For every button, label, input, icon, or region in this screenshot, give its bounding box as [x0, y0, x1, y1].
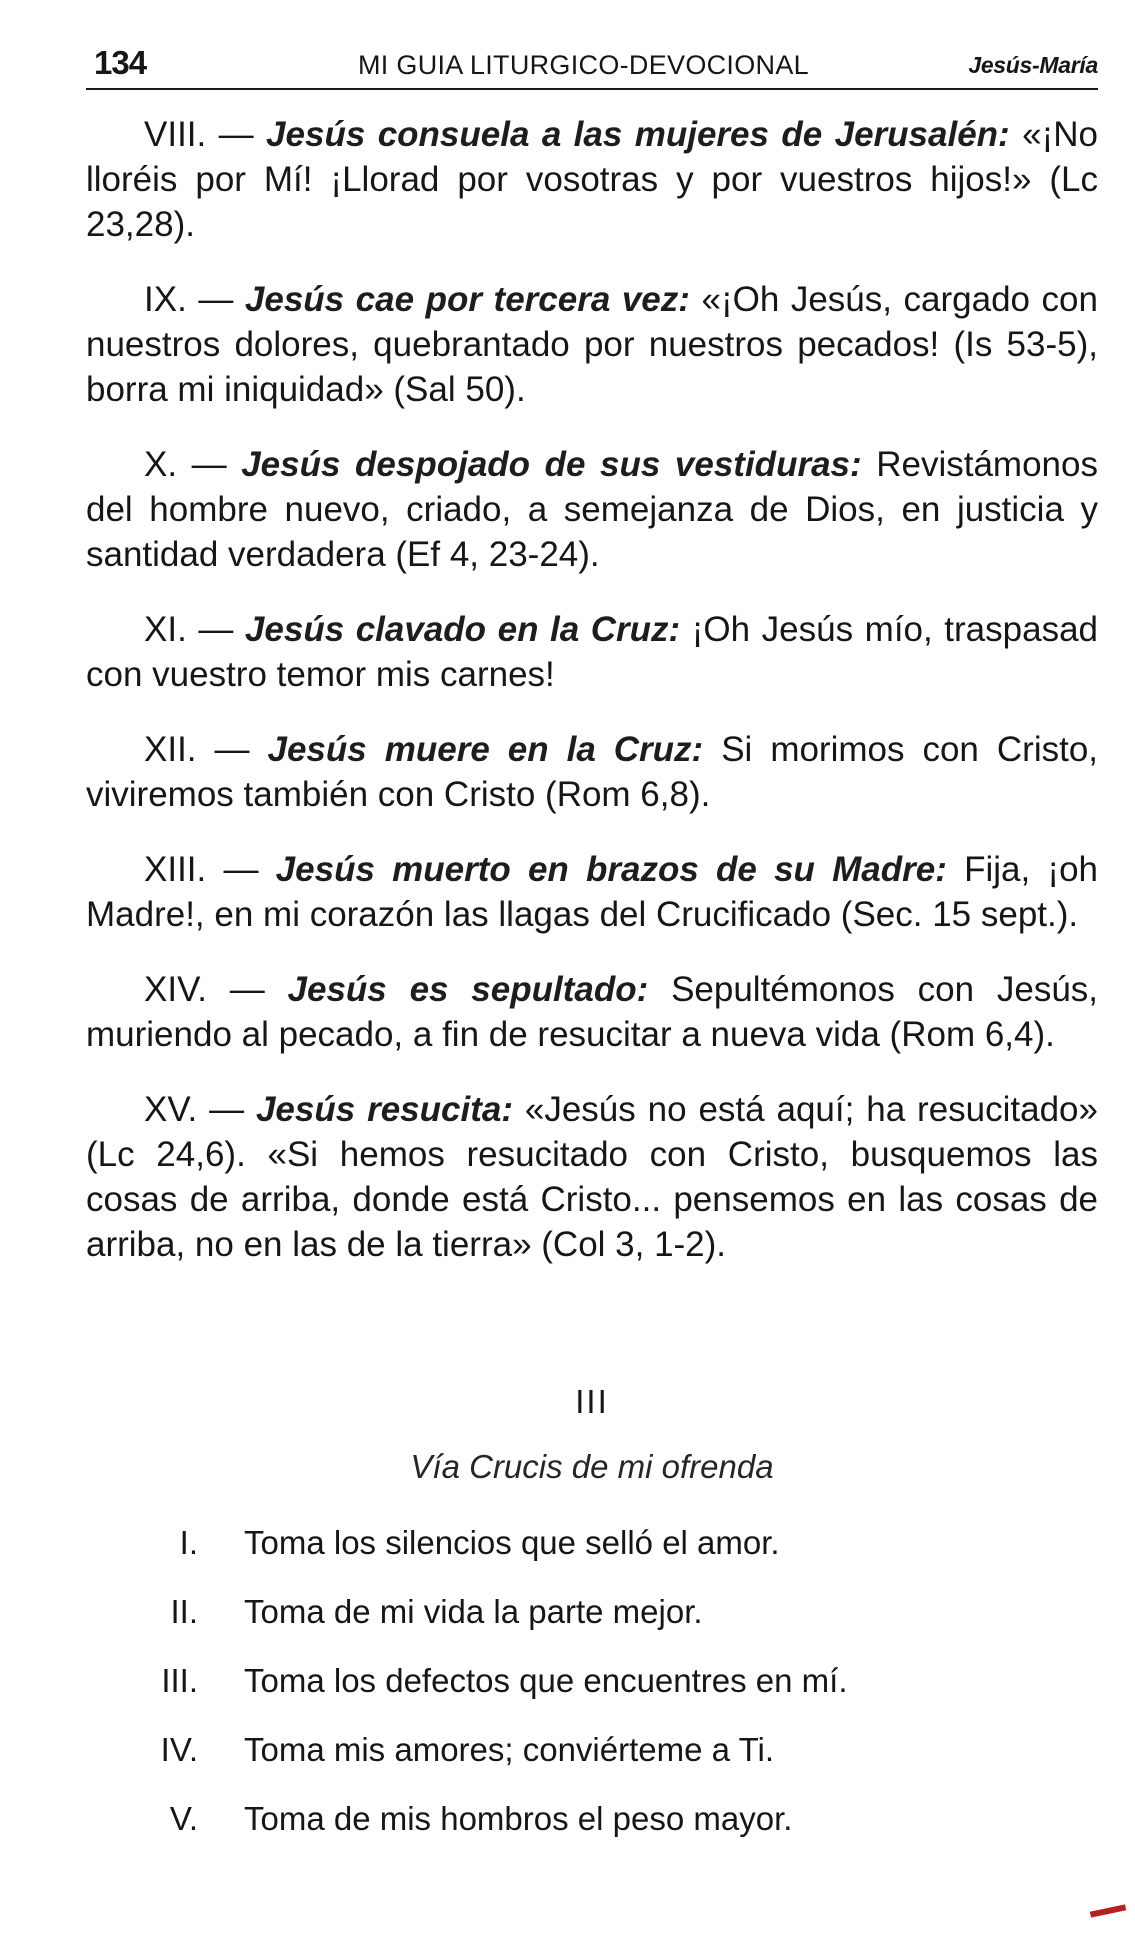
station-number: XII. — [144, 730, 268, 769]
station-title: Jesús muere en la Cruz: [267, 730, 704, 769]
offering-numeral: III. [161, 1662, 198, 1699]
station-title: Jesús consuela a las mujeres de Jerusalén: [266, 115, 1010, 154]
station-text: Sepultémonos con Jesús, muriendo al pecado, a fin de resucitar a nueva vida (Rom 6,4). [86, 970, 1099, 1054]
station-paragraph [86, 847, 1098, 937]
station-number: X. — [144, 445, 242, 484]
offering-line: Toma de mi vida la parte mejor. [244, 1593, 703, 1630]
station-title: Jesús despojado de sus vestiduras: [241, 445, 862, 484]
page-corner-mark [1090, 1904, 1126, 1917]
part-number: III [575, 1383, 609, 1420]
offering-line: Toma los defectos que encuentres en mí. [244, 1662, 848, 1699]
station-paragraph [86, 277, 1098, 412]
station-text: ¡Oh Jesús mío, traspasad con vuestro temor mis carnes! [86, 610, 1099, 694]
station-number: XV. — [144, 1090, 256, 1129]
offering-list [86, 1518, 1098, 1863]
station-paragraph [86, 607, 1098, 697]
station-text: «Jesús no está aquí; ha resucitado» (Lc 24,6). «Si hemos resucitado con Cristo, busquemos las cosas de arriba, donde está Cristo... pensemos en las cosas de arriba, no en las de la tierra» (Col 3, 1-2). [86, 1090, 1098, 1264]
part-title: Vía Crucis de mi ofrenda [410, 1448, 774, 1485]
station-text: Revistámonos del hombre nuevo, criado, a semejanza de Dios, en justicia y santidad verdadera (Ef 4, 23-24). [86, 445, 1098, 574]
section-name: Jesús-María [968, 52, 1098, 78]
station-text: Fija, ¡oh Madre!, en mi corazón las llagas del Crucificado (Sec. 15 sept.). [86, 850, 1098, 934]
station-paragraph [86, 112, 1098, 247]
offering-item [86, 1794, 1098, 1863]
station-text: «¡Oh Jesús, cargado con nuestros dolores, quebrantado por nuestros pecados! (Is 53-5), borra mi iniquidad» (Sal 50). [86, 280, 1098, 409]
offering-line: Toma de mis hombros el peso mayor. [244, 1800, 793, 1837]
station-number: XIV. — [144, 970, 288, 1009]
offering-item [86, 1518, 1098, 1587]
book-title: MI GUIA LITURGICO-DEVOCIONAL [358, 50, 809, 80]
offering-line: Toma mis amores; conviérteme a Ti. [244, 1731, 774, 1768]
station-title: Jesús cae por tercera vez: [244, 280, 690, 319]
offering-item [86, 1725, 1098, 1794]
page-number: 134 [94, 44, 147, 81]
station-title: Jesús es sepultado: [287, 970, 649, 1009]
station-title: Jesús muerto en brazos de su Madre: [275, 850, 947, 889]
offering-item [86, 1587, 1098, 1656]
station-paragraph [86, 967, 1098, 1057]
station-paragraph [86, 442, 1098, 577]
offering-numeral: II. [170, 1593, 198, 1630]
station-number: XI. — [144, 610, 245, 649]
station-paragraph [86, 727, 1098, 817]
station-paragraph [86, 1087, 1098, 1267]
offering-numeral: V. [169, 1800, 198, 1837]
station-text: Si morimos con Cristo, viviremos también con Cristo (Rom 6,8). [86, 730, 1099, 814]
station-number: VIII. — [144, 115, 267, 154]
station-number: XIII. — [144, 850, 276, 889]
stations-list [86, 112, 1098, 1297]
station-title: Jesús resucita: [255, 1090, 513, 1129]
offering-numeral: I. [179, 1524, 198, 1561]
station-number: IX. — [144, 280, 245, 319]
offering-line: Toma los silencios que selló el amor. [244, 1524, 780, 1561]
station-text: «¡No lloréis por Mí! ¡Llorad por vosotras y por vuestros hijos!» (Lc 23,28). [86, 115, 1098, 244]
page-header [86, 42, 1098, 90]
station-title: Jesús clavado en la Cruz: [244, 610, 681, 649]
offering-numeral: IV. [160, 1731, 198, 1768]
offering-item [86, 1656, 1098, 1725]
